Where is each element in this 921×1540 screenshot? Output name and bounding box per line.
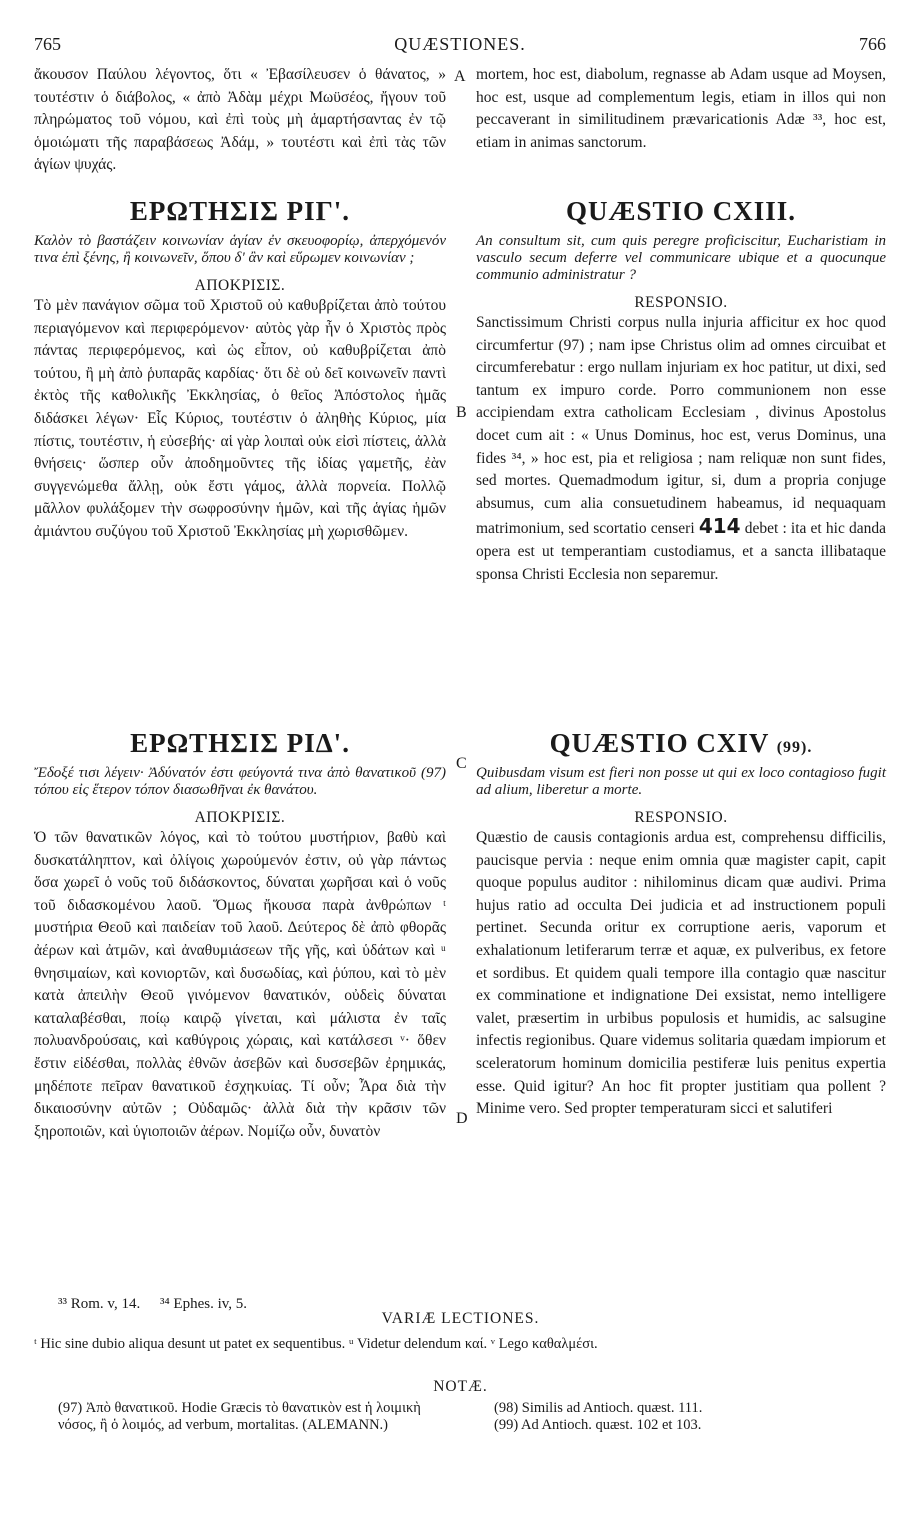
notae-right	[494, 1400, 886, 1434]
note-97: (97) Ἀπὸ θανατικοῦ. Hodie Græcis τὸ θανατικὸν est ἡ λοιμικὴ νόσος, ἢ ὁ λοιμός, ad verbum, mortalitas. (ALEMANN.)	[58, 1400, 421, 1433]
latin-heading-114	[476, 728, 886, 759]
latin-response-label-114: RESPONSIO.	[634, 809, 728, 826]
page-number-right: 766	[859, 34, 886, 54]
greek-heading-113: ΕΡΩΤΗΣΙΣ ΡΙΓ'.	[129, 196, 351, 226]
variae-lectiones-title: VARIÆ LECTIONES.	[381, 1310, 540, 1327]
greek-question-114	[34, 728, 446, 1143]
notae-title: NOTÆ.	[433, 1378, 488, 1395]
latin-question-text-114: Quibusdam visum est fieri non posse ut qui ex loco contagioso fugit ad alium, liberetur a morte.	[476, 765, 886, 798]
greek-response-text-113: Τὸ μὲν πανάγιον σῶμα τοῦ Χριστοῦ οὐ καθυβρίζεται ἀπὸ τούτου περιαγόμενον καὶ περιφερόμενον· αὐτὸς γὰρ ἦν ὁ Χριστὸς πρὸς πάντας περιφερόμενος, καὶ ὡς εἶπον, οὐ καθυβρίζεται ἀπὸ τούτου, ἢ μὴ ἀπὸ ῥυπαρᾶς καρδίας· ὅτι δὲ οὐ δεῖ κοινωνεῖν παντὶ ἐκτὸς τῆς καθολικῆς Ἐκκλησίας, ὁ θεῖος Ἀπόστολος ἡμᾶς διδάσκει λέγων· Εἷς Κύριος, τουτέστιν ὁ ἀληθὴς Κύριος, μία πίστις, τουτέστιν, ἡ εὐσεβής· αἱ γὰρ λοιπαὶ οὐκ εἰσὶ πίστεις, ἀλλὰ θνήσεις· ὥσπερ οὖν ἀποδημοῦντες τῆς ἰδίας γαμετῆς, ἐὰν συγγενώμεθα ἄλλῃ, οὐκ ἔστι γάμος, ἀλλὰ πορνεία. Πολλῷ μᾶλλον φυλάξομεν τὴν σωφροσύνην ἡμῶν, καὶ τῆς ἁγίας ἡμῶν ἀμιάντου συζύγου τοῦ Χριστοῦ Ἐκκλησίας μὴ χωρισθῶμεν.	[34, 297, 446, 540]
page-number-left: 765	[34, 34, 61, 54]
footnote-33: ³³ Rom. v, 14.	[58, 1296, 141, 1312]
margin-letter-b: B	[456, 404, 467, 421]
latin-response-text-113	[476, 312, 886, 586]
margin-letter-c: C	[456, 755, 467, 772]
margin-letter-a: A	[454, 68, 466, 85]
note-98: (98) Similis ad Antioch. quæst. 111.	[494, 1400, 703, 1416]
latin-question-114	[476, 728, 886, 1121]
latin-question-113	[476, 196, 886, 586]
latin-response-label-113: RESPONSIO.	[634, 294, 728, 311]
latin-intro: mortem, hoc est, diabolum, regnasse ab Adam usque ad Moysen, hoc est, usque ad complementum legis, etiam in illos qui non peccaverant in similitudinem prævaricationis Adæ ³³, hoc est, etiam in animas sanctorum.	[476, 66, 886, 151]
latin-response-text-114: Quæstio de causis contagionis ardua est, comprehensu difficilis, paucisque pervia : neque enim omnia quæ magister capit, capit quoque populus auditor : nihilominus dicam quæ audivi. Prima hujus ratio ad occulta Dei judicia et ad instructionem populi pertinet. Secunda oritur ex corruptione aeris, vaporum et exhalationum letiferarum terræ et aquæ, ex pulveribus, ex fetore et sordibus. Et quidem quali tempore illa contagio quæ nascitur ex comminatione et indignatione Dei exsistat, nemo intelligere valet, præsertim in urbibus populosis et humidis, ac salsugine infectis regionibus. Quare videmus solitaria quædam impiorum et sceleratorum hominum domicilia pestiferæ luis penitus expertia esse. Quid igitur? An hoc fit propter justitiam qua pollent ? Minime vero. Sed propter temperaturam sicci et salutiferi	[476, 829, 886, 1118]
latin-question-text-113: An consultum sit, cum quis peregre proficiscitur, Eucharistiam in vasculo secum deferre vel communicare ubique et a quocunque communio administratur ?	[476, 233, 886, 283]
greek-question-text-113: Καλὸν τὸ βαστάζειν κοινωνίαν ἁγίαν ἐν σκευοφορίῳ, ἀπερχόμενόν τινα ἐπὶ ξένης, ἢ κοινωνεῖν, ὅπου δ' ἂν καὶ εὕρωμεν κοινωνίαν ;	[34, 233, 446, 266]
latin-heading-114-note: (99).	[776, 739, 813, 756]
running-title: QUÆSTIONES.	[394, 34, 526, 54]
footnote-34: ³⁴ Ephes. iv, 5.	[159, 1296, 248, 1312]
greek-response-label-113: ΑΠΟΚΡΙΣΙΣ.	[194, 277, 286, 294]
greek-intro: ἄκουσον Παύλου λέγοντος, ὅτι « Ἐβασίλευσεν ὁ θάνατος, » τουτέστιν ὁ διάβολος, « ἀπὸ Ἀδὰμ μέχρι Μωϋσέος, ἤγουν τοῦ πληρώματος τοῦ νόμου, καὶ ἐπὶ τοὺς μὴ ἁμαρτήσαντας ἐν τῷ ὁμοιώματι τῆς παραβάσεως Ἀδάμ, » τουτέστι καὶ ἐπὶ τὰς τῶν ἁγίων ψυχάς.	[34, 66, 446, 174]
greek-intro-block	[34, 64, 446, 177]
column-number: 414	[698, 514, 741, 539]
running-head	[34, 34, 886, 58]
note-99: (99) Ad Antioch. quæst. 102 et 103.	[494, 1417, 702, 1433]
greek-question-113	[34, 196, 446, 544]
variae-lectiones-text: ᵗ Hic sine dubio aliqua desunt ut patet ex sequentibus. ᵘ Videtur delendum καί. ᵛ Lego καθαλμέσι.	[34, 1336, 598, 1352]
greek-question-text-114: Ἔδοξέ τισι λέγειν· Ἀδύνατόν ἐστι φεύγοντά τινα ἀπὸ θανατικοῦ (97) τόπου εἰς ἕτερον τόπον διασωθῆναι ἐκ θανάτου.	[34, 765, 446, 798]
latin-heading-114-text: QUÆSTIO CXIV	[549, 728, 769, 758]
latin-response-text-113b: debet : ita et hic danda opera est ut temperantiam custodiamus, et a sancta illibataque sponsa Christi Ecclesia non separemur.	[476, 520, 886, 583]
greek-response-label-114: ΑΠΟΚΡΙΣΙΣ.	[194, 809, 286, 826]
latin-intro-block	[476, 64, 886, 154]
margin-letter-d: D	[456, 1110, 468, 1127]
latin-response-text-113a: Sanctissimum Christi corpus nulla injuria afficitur ex hoc quod circumfertur (97) ; nam ipse Christus olim ad omnes circuibat et circumferebatur : ergo nullam injuriam ex hoc patitur, ut dixi, sed tantum ex impuro corde. Porro communionem non esse accipiendam extra catholicam Ecclesiam , divinus Apostolus docet cum ait : « Unus Dominus, hoc est, verus Dominus, una fides ³⁴, » hoc est, pia et religiosa ; nam reliquæ non sunt fides, sed mortes. Quemadmodum igitur, si, dum a propria conjuge absumus, cum alia consuetudinem habeamus, id nequaquam matrimonium, sed scortatio censeri	[476, 314, 886, 538]
greek-heading-114: ΕΡΩΤΗΣΙΣ ΡΙΔ'.	[130, 728, 350, 758]
latin-heading-113: QUÆSTIO CXIII.	[565, 196, 797, 226]
greek-response-text-114: Ὁ τῶν θανατικῶν λόγος, καὶ τὸ τούτου μυστήριον, βαθὺ καὶ δυσκατάληπτον, καὶ ὀλίγοις χωρούμενόν ἐστιν, οὐ γὰρ πάντως ὅσα χωρεῖ ὁ νοῦς τοῦ διδάσκοντος, δύναται χωρῆσαι καὶ ὁ νοῦς τοῦ διδασκομένου λαοῦ. Ὅμως ἤκουσα παρὰ ἀνθρώπων ᵗ μυστήρια Θεοῦ καὶ παιδείαν τοῦ λαοῦ. Δεύτερος δὲ ἀπὸ φθορᾶς ἀέρων καὶ ἀτμῶν, καὶ ἀναθυμιάσεων τῆς γῆς, καὶ ὑδάτων καὶ ᵘ θνησιμαίων, καὶ κονιορτῶν, καὶ δυσωδίας, καὶ ῥύπου, καὶ τὸ μὲν κατὰ ἀπειλὴν Θεοῦ γινόμενον θανατικόν, οὐδεὶς δύναται καταλαβέσθαι, ποίῳ καιρῷ γίνεται, καὶ μάλιστα ἐν ταῖς πολυανδρούσαις, καὶ καθύγροις χώραις, καὶ κατάλσεσι ᵛ· ὅθεν ἔστιν εἰδέσθαι, πολλὰς ἐθνῶν ἀσεβῶν καὶ δυσσεβῶν ἐρημικάς, μηδέποτε πεῖραν θανατικοῦ ἐσχηκυίας. Τί οὖν; Ἆρα διὰ τὴν δικαιοσύνην αὐτῶν ; Οὐδαμῶς· ἀλλὰ διὰ τὴν κρᾶσιν τῶν ξηροποιῶν, καὶ ὑγιοποιῶν ἀέρων. Νομίζω οὖν, δυνατὸν	[34, 829, 446, 1140]
